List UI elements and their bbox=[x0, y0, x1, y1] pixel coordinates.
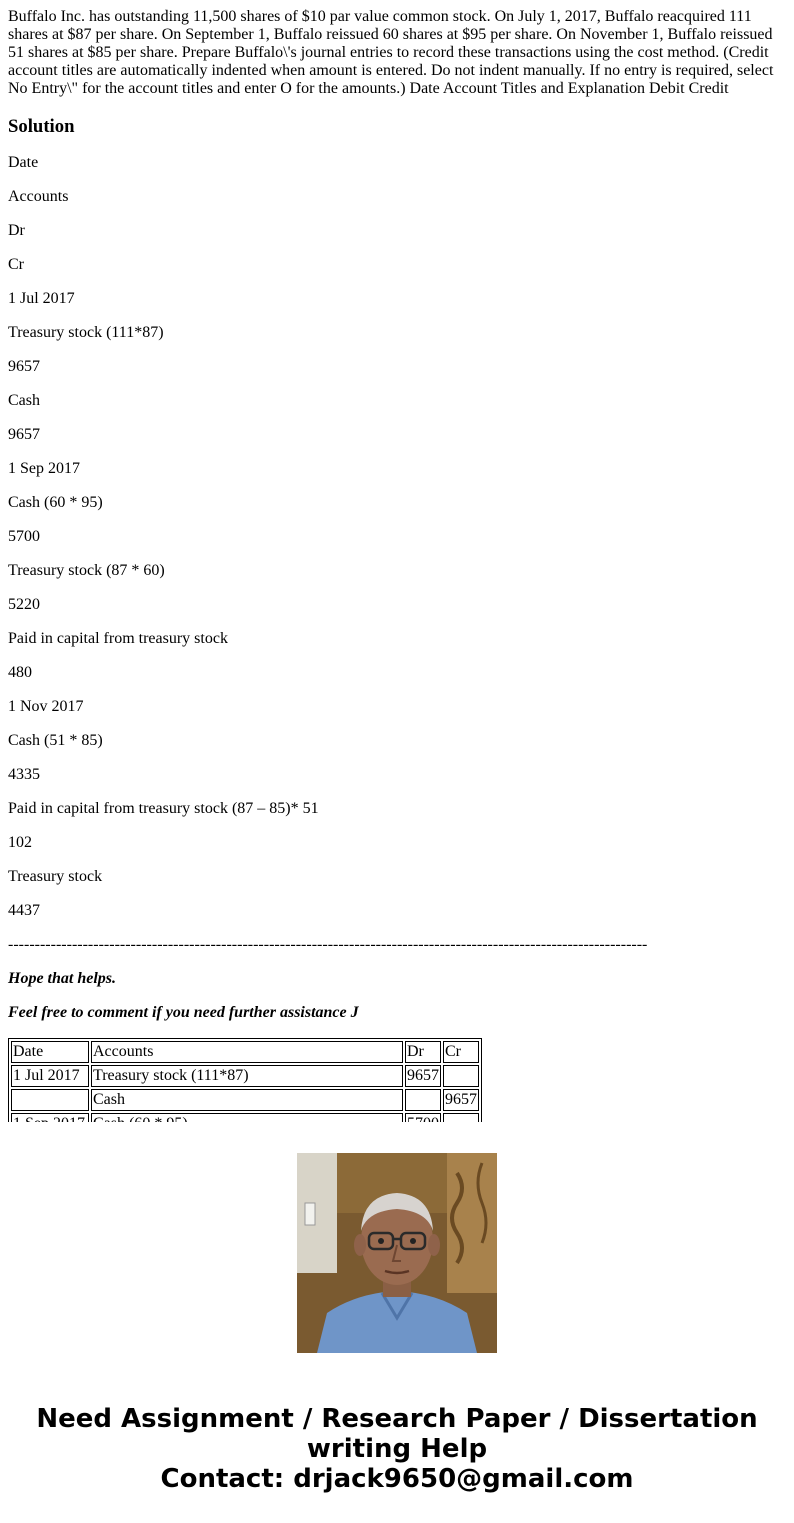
answer-line: Paid in capital from treasury stock (87 – 85)* 51 bbox=[8, 800, 319, 817]
answer-line: Treasury stock (87 * 60) bbox=[8, 562, 165, 579]
cell-dr: 9657 bbox=[405, 1065, 441, 1087]
answer-line: Paid in capital from treasury stock bbox=[8, 630, 228, 647]
hope-text: Hope that helps. bbox=[8, 970, 117, 987]
cell-accounts: Cash bbox=[91, 1089, 403, 1111]
document-body bbox=[8, 8, 786, 1122]
answer-line: Cash (60 * 95) bbox=[8, 494, 103, 511]
cell-cr bbox=[443, 1065, 479, 1087]
answer-line: 1 Jul 2017 bbox=[8, 290, 75, 307]
promo-line-2: writing Help bbox=[306, 1434, 488, 1464]
answer-line: Dr bbox=[8, 222, 25, 239]
avatar bbox=[297, 1153, 497, 1353]
answer-line: 1 Sep 2017 bbox=[8, 460, 80, 477]
answer-line: Cash bbox=[8, 392, 40, 409]
promo-text bbox=[0, 1404, 794, 1494]
promo-banner bbox=[0, 1122, 794, 1523]
header-dr: Dr bbox=[405, 1041, 441, 1063]
solution-heading: Solution bbox=[8, 116, 75, 137]
answer-line: Cash (51 * 85) bbox=[8, 732, 103, 749]
table-row bbox=[11, 1089, 479, 1111]
answer-line: Accounts bbox=[8, 188, 69, 205]
answer-line: Cr bbox=[8, 256, 24, 273]
person-portrait-icon bbox=[297, 1153, 497, 1353]
answer-line: Date bbox=[8, 154, 39, 171]
answer-line: 4437 bbox=[8, 902, 40, 919]
answer-line: Treasury stock bbox=[8, 868, 103, 885]
table-header-row bbox=[11, 1041, 479, 1063]
cell-date bbox=[11, 1089, 89, 1111]
cell-dr bbox=[405, 1089, 441, 1111]
answer-line: 1 Nov 2017 bbox=[8, 698, 84, 715]
question-text: Buffalo Inc. has outstanding 11,500 shares of $10 par value common stock. On July 1, 2017, Buffalo reacquired 111 shares at $87 per share. On September 1, Buffalo reissued 60 shares at $95 per share. On November 1, Buffalo reissued 51 shares at $85 per share. Prepare Buffalo\'s journal entries to record these transactions using the cost method. (Credit account titles are automatically indented when amount is entered. Do not indent manually. If no entry is required, select No Entry\" for the account titles and enter O for the amounts.) Date Account Titles and Explanation Debit Credit bbox=[8, 8, 774, 97]
promo-contact: Contact: drjack9650@gmail.com bbox=[160, 1464, 634, 1494]
header-cr: Cr bbox=[443, 1041, 479, 1063]
answer-line: 480 bbox=[8, 664, 32, 681]
cell-date: 1 Jul 2017 bbox=[11, 1065, 89, 1087]
header-date: Date bbox=[11, 1041, 89, 1063]
answer-line: 9657 bbox=[8, 426, 40, 443]
answer-line: 9657 bbox=[8, 358, 40, 375]
answer-line: 4335 bbox=[8, 766, 40, 783]
answer-line: 5700 bbox=[8, 528, 40, 545]
answer-line: Treasury stock (111*87) bbox=[8, 324, 164, 341]
promo-line-1: Need Assignment / Research Paper / Dissertation bbox=[36, 1404, 758, 1434]
header-accounts: Accounts bbox=[91, 1041, 403, 1063]
table-row bbox=[11, 1065, 479, 1087]
comment-text: Feel free to comment if you need further assistance J bbox=[8, 1004, 359, 1021]
cell-cr: 9657 bbox=[443, 1089, 479, 1111]
answer-section bbox=[8, 154, 786, 1022]
cell-accounts: Treasury stock (111*87) bbox=[91, 1065, 403, 1087]
answer-line: 5220 bbox=[8, 596, 40, 613]
separator-line: ------------------------------------------------------------------------------------------------------------------------ bbox=[8, 936, 648, 953]
answer-line: 102 bbox=[8, 834, 32, 851]
